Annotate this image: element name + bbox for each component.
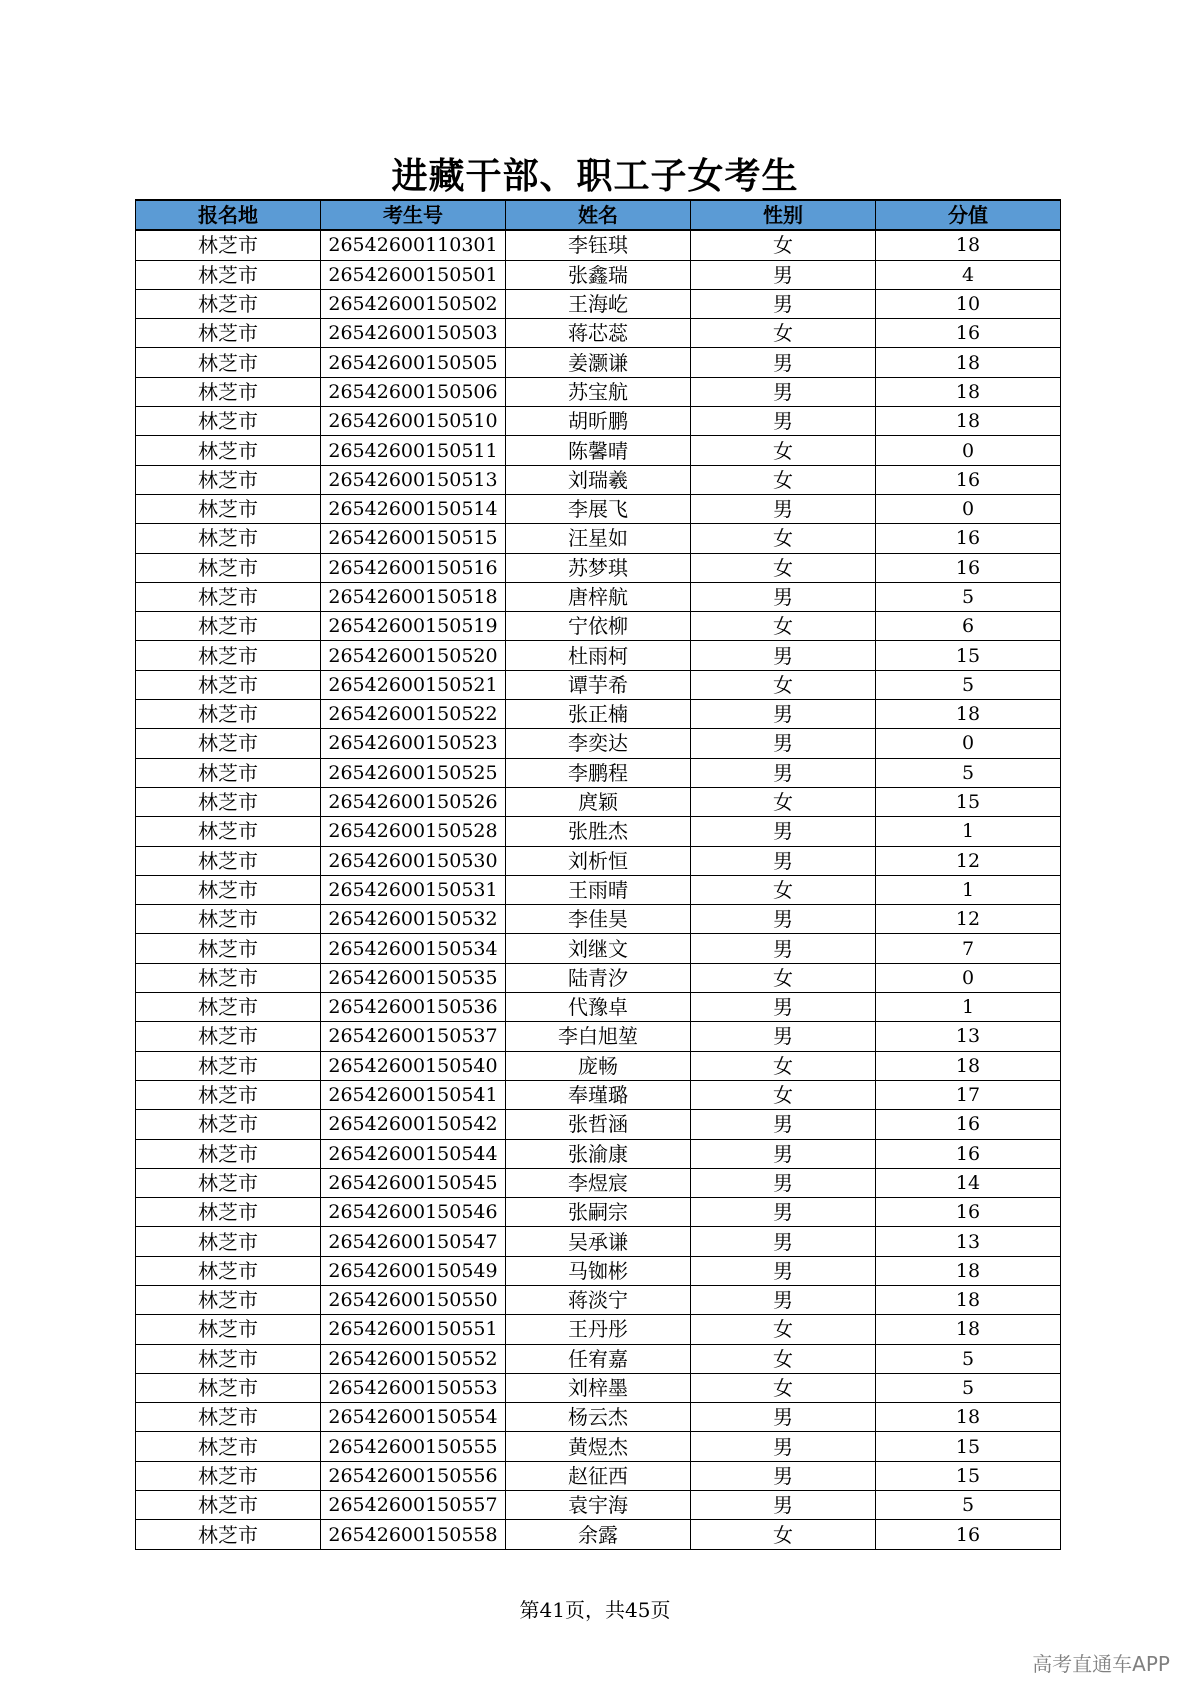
exam-number-cell: 26542600150553 xyxy=(321,1373,506,1402)
gender-cell: 男 xyxy=(691,494,876,523)
region-cell: 林芝市 xyxy=(136,934,321,963)
gender-cell: 男 xyxy=(691,1168,876,1197)
region-cell: 林芝市 xyxy=(136,1520,321,1549)
gender-cell: 女 xyxy=(691,1080,876,1109)
region-cell: 林芝市 xyxy=(136,817,321,846)
table-row xyxy=(136,1256,1061,1285)
exam-number-cell: 26542600150521 xyxy=(321,670,506,699)
name-cell: 姜灏谦 xyxy=(506,348,691,377)
region-cell: 林芝市 xyxy=(136,1168,321,1197)
region-cell: 林芝市 xyxy=(136,319,321,348)
gender-cell: 女 xyxy=(691,963,876,992)
region-cell: 林芝市 xyxy=(136,1256,321,1285)
score-cell: 6 xyxy=(876,612,1061,641)
gender-cell: 男 xyxy=(691,260,876,289)
gender-cell: 男 xyxy=(691,582,876,611)
name-cell: 庞畅 xyxy=(506,1051,691,1080)
name-cell: 任宥嘉 xyxy=(506,1344,691,1373)
name-cell: 刘瑞羲 xyxy=(506,465,691,494)
region-cell: 林芝市 xyxy=(136,846,321,875)
table-row xyxy=(136,553,1061,582)
gender-cell: 女 xyxy=(691,1520,876,1549)
name-cell: 庹颖 xyxy=(506,787,691,816)
table-row xyxy=(136,934,1061,963)
name-cell: 袁宇海 xyxy=(506,1491,691,1520)
score-cell: 1 xyxy=(876,875,1061,904)
name-cell: 李煜宸 xyxy=(506,1168,691,1197)
gender-cell: 女 xyxy=(691,787,876,816)
gender-cell: 男 xyxy=(691,1491,876,1520)
score-cell: 0 xyxy=(876,494,1061,523)
score-cell: 18 xyxy=(876,1051,1061,1080)
region-cell: 林芝市 xyxy=(136,1403,321,1432)
gender-cell: 男 xyxy=(691,993,876,1022)
region-cell: 林芝市 xyxy=(136,1198,321,1227)
name-cell: 赵征西 xyxy=(506,1461,691,1490)
score-cell: 14 xyxy=(876,1168,1061,1197)
exam-number-cell: 26542600150557 xyxy=(321,1491,506,1520)
region-cell: 林芝市 xyxy=(136,700,321,729)
region-cell: 林芝市 xyxy=(136,729,321,758)
gender-cell: 女 xyxy=(691,319,876,348)
exam-number-cell: 26542600150537 xyxy=(321,1022,506,1051)
score-cell: 16 xyxy=(876,465,1061,494)
gender-cell: 男 xyxy=(691,817,876,846)
name-cell: 张渝康 xyxy=(506,1139,691,1168)
gender-cell: 女 xyxy=(691,230,876,260)
column-header-gender: 性别 xyxy=(691,200,876,230)
name-cell: 吴承谦 xyxy=(506,1227,691,1256)
gender-cell: 女 xyxy=(691,612,876,641)
region-cell: 林芝市 xyxy=(136,1110,321,1139)
table-row xyxy=(136,846,1061,875)
score-cell: 13 xyxy=(876,1022,1061,1051)
name-cell: 谭芋希 xyxy=(506,670,691,699)
region-cell: 林芝市 xyxy=(136,230,321,260)
gender-cell: 女 xyxy=(691,1373,876,1402)
exam-number-cell: 26542600150555 xyxy=(321,1432,506,1461)
region-cell: 林芝市 xyxy=(136,465,321,494)
exam-number-cell: 26542600150520 xyxy=(321,641,506,670)
name-cell: 王丹彤 xyxy=(506,1315,691,1344)
page-title: 进藏干部、职工子女考生 xyxy=(391,155,799,197)
score-cell: 18 xyxy=(876,377,1061,406)
score-cell: 0 xyxy=(876,963,1061,992)
score-cell: 18 xyxy=(876,700,1061,729)
exam-number-cell: 26542600150541 xyxy=(321,1080,506,1109)
table-row xyxy=(136,1403,1061,1432)
exam-number-cell: 26542600150526 xyxy=(321,787,506,816)
name-cell: 李鹏程 xyxy=(506,758,691,787)
name-cell: 杜雨柯 xyxy=(506,641,691,670)
table-row xyxy=(136,1080,1061,1109)
gender-cell: 女 xyxy=(691,465,876,494)
table-row xyxy=(136,407,1061,436)
region-cell: 林芝市 xyxy=(136,1051,321,1080)
exam-number-cell: 26542600150534 xyxy=(321,934,506,963)
region-cell: 林芝市 xyxy=(136,436,321,465)
region-cell: 林芝市 xyxy=(136,1227,321,1256)
score-cell: 17 xyxy=(876,1080,1061,1109)
exam-number-cell: 26542600150511 xyxy=(321,436,506,465)
exam-number-cell: 26542600150549 xyxy=(321,1256,506,1285)
region-cell: 林芝市 xyxy=(136,1461,321,1490)
table-row xyxy=(136,875,1061,904)
exam-number-cell: 26542600150530 xyxy=(321,846,506,875)
name-cell: 汪星如 xyxy=(506,524,691,553)
name-cell: 张正楠 xyxy=(506,700,691,729)
name-cell: 苏梦琪 xyxy=(506,553,691,582)
score-cell: 12 xyxy=(876,905,1061,934)
region-cell: 林芝市 xyxy=(136,407,321,436)
gender-cell: 女 xyxy=(691,524,876,553)
region-cell: 林芝市 xyxy=(136,993,321,1022)
table-row xyxy=(136,494,1061,523)
table-row xyxy=(136,612,1061,641)
table-row xyxy=(136,1461,1061,1490)
table-row xyxy=(136,1432,1061,1461)
score-cell: 1 xyxy=(876,817,1061,846)
watermark: 高考直通车APP xyxy=(1032,1652,1170,1676)
table-row xyxy=(136,289,1061,318)
score-cell: 5 xyxy=(876,670,1061,699)
name-cell: 张鑫瑞 xyxy=(506,260,691,289)
table-row xyxy=(136,787,1061,816)
table-row xyxy=(136,1491,1061,1520)
score-cell: 1 xyxy=(876,993,1061,1022)
exam-number-cell: 26542600150502 xyxy=(321,289,506,318)
exam-number-cell: 26542600150531 xyxy=(321,875,506,904)
gender-cell: 男 xyxy=(691,1198,876,1227)
region-cell: 林芝市 xyxy=(136,260,321,289)
gender-cell: 男 xyxy=(691,1022,876,1051)
exam-number-cell: 26542600150556 xyxy=(321,1461,506,1490)
score-cell: 13 xyxy=(876,1227,1061,1256)
region-cell: 林芝市 xyxy=(136,1022,321,1051)
exam-number-cell: 26542600110301 xyxy=(321,230,506,260)
column-header-score: 分值 xyxy=(876,200,1061,230)
region-cell: 林芝市 xyxy=(136,963,321,992)
region-cell: 林芝市 xyxy=(136,348,321,377)
table-row xyxy=(136,1022,1061,1051)
exam-number-cell: 26542600150554 xyxy=(321,1403,506,1432)
column-header-exam-number: 考生号 xyxy=(321,200,506,230)
gender-cell: 男 xyxy=(691,348,876,377)
exam-number-cell: 26542600150547 xyxy=(321,1227,506,1256)
region-cell: 林芝市 xyxy=(136,1285,321,1314)
gender-cell: 男 xyxy=(691,1227,876,1256)
gender-cell: 男 xyxy=(691,905,876,934)
region-cell: 林芝市 xyxy=(136,524,321,553)
exam-number-cell: 26542600150515 xyxy=(321,524,506,553)
score-cell: 15 xyxy=(876,1432,1061,1461)
gender-cell: 女 xyxy=(691,436,876,465)
score-cell: 16 xyxy=(876,1520,1061,1549)
name-cell: 刘析恒 xyxy=(506,846,691,875)
gender-cell: 女 xyxy=(691,875,876,904)
region-cell: 林芝市 xyxy=(136,1080,321,1109)
table-row xyxy=(136,1520,1061,1549)
region-cell: 林芝市 xyxy=(136,641,321,670)
exam-number-cell: 26542600150546 xyxy=(321,1198,506,1227)
region-cell: 林芝市 xyxy=(136,758,321,787)
gender-cell: 男 xyxy=(691,846,876,875)
exam-number-cell: 26542600150535 xyxy=(321,963,506,992)
table-row xyxy=(136,758,1061,787)
table-row xyxy=(136,670,1061,699)
region-cell: 林芝市 xyxy=(136,1315,321,1344)
region-cell: 林芝市 xyxy=(136,1373,321,1402)
name-cell: 李白旭堃 xyxy=(506,1022,691,1051)
exam-number-cell: 26542600150551 xyxy=(321,1315,506,1344)
gender-cell: 女 xyxy=(691,1344,876,1373)
table-row xyxy=(136,963,1061,992)
score-cell: 18 xyxy=(876,348,1061,377)
exam-number-cell: 26542600150518 xyxy=(321,582,506,611)
name-cell: 陆青汐 xyxy=(506,963,691,992)
region-cell: 林芝市 xyxy=(136,289,321,318)
table-row xyxy=(136,700,1061,729)
exam-number-cell: 26542600150519 xyxy=(321,612,506,641)
score-cell: 16 xyxy=(876,1110,1061,1139)
exam-number-cell: 26542600150516 xyxy=(321,553,506,582)
table-row xyxy=(136,1139,1061,1168)
exam-number-cell: 26542600150545 xyxy=(321,1168,506,1197)
name-cell: 苏宝航 xyxy=(506,377,691,406)
table-row xyxy=(136,905,1061,934)
table-header-row xyxy=(136,200,1061,230)
table-row xyxy=(136,1315,1061,1344)
score-cell: 18 xyxy=(876,1256,1061,1285)
gender-cell: 女 xyxy=(691,670,876,699)
name-cell: 张哲涵 xyxy=(506,1110,691,1139)
exam-number-cell: 26542600150558 xyxy=(321,1520,506,1549)
region-cell: 林芝市 xyxy=(136,1344,321,1373)
table-row xyxy=(136,1373,1061,1402)
score-cell: 16 xyxy=(876,524,1061,553)
table-row xyxy=(136,1168,1061,1197)
exam-number-cell: 26542600150505 xyxy=(321,348,506,377)
gender-cell: 男 xyxy=(691,758,876,787)
score-cell: 18 xyxy=(876,407,1061,436)
region-cell: 林芝市 xyxy=(136,612,321,641)
name-cell: 杨云杰 xyxy=(506,1403,691,1432)
region-cell: 林芝市 xyxy=(136,875,321,904)
name-cell: 王海屹 xyxy=(506,289,691,318)
gender-cell: 男 xyxy=(691,1139,876,1168)
score-cell: 16 xyxy=(876,1139,1061,1168)
score-cell: 10 xyxy=(876,289,1061,318)
score-cell: 4 xyxy=(876,260,1061,289)
exam-number-cell: 26542600150550 xyxy=(321,1285,506,1314)
region-cell: 林芝市 xyxy=(136,787,321,816)
name-cell: 李奕达 xyxy=(506,729,691,758)
table-row xyxy=(136,1198,1061,1227)
gender-cell: 男 xyxy=(691,1110,876,1139)
table-row xyxy=(136,582,1061,611)
name-cell: 刘梓墨 xyxy=(506,1373,691,1402)
gender-cell: 男 xyxy=(691,289,876,318)
name-cell: 余露 xyxy=(506,1520,691,1549)
table-row xyxy=(136,230,1061,260)
score-cell: 12 xyxy=(876,846,1061,875)
table-row xyxy=(136,1285,1061,1314)
name-cell: 陈馨晴 xyxy=(506,436,691,465)
score-cell: 5 xyxy=(876,1491,1061,1520)
region-cell: 林芝市 xyxy=(136,1139,321,1168)
exam-number-cell: 26542600150522 xyxy=(321,700,506,729)
gender-cell: 男 xyxy=(691,377,876,406)
exam-number-cell: 26542600150544 xyxy=(321,1139,506,1168)
region-cell: 林芝市 xyxy=(136,670,321,699)
table-row xyxy=(136,1227,1061,1256)
name-cell: 李佳昊 xyxy=(506,905,691,934)
exam-number-cell: 26542600150552 xyxy=(321,1344,506,1373)
table-row xyxy=(136,641,1061,670)
candidate-table xyxy=(135,199,1061,1550)
table-row xyxy=(136,348,1061,377)
region-cell: 林芝市 xyxy=(136,905,321,934)
name-cell: 王雨晴 xyxy=(506,875,691,904)
name-cell: 唐梓航 xyxy=(506,582,691,611)
exam-number-cell: 26542600150542 xyxy=(321,1110,506,1139)
score-cell: 16 xyxy=(876,1198,1061,1227)
table-row xyxy=(136,465,1061,494)
column-header-name: 姓名 xyxy=(506,200,691,230)
region-cell: 林芝市 xyxy=(136,582,321,611)
score-cell: 18 xyxy=(876,1315,1061,1344)
name-cell: 宁依柳 xyxy=(506,612,691,641)
score-cell: 7 xyxy=(876,934,1061,963)
table-row xyxy=(136,1344,1061,1373)
exam-number-cell: 26542600150501 xyxy=(321,260,506,289)
region-cell: 林芝市 xyxy=(136,553,321,582)
exam-number-cell: 26542600150514 xyxy=(321,494,506,523)
exam-number-cell: 26542600150523 xyxy=(321,729,506,758)
table-row xyxy=(136,993,1061,1022)
gender-cell: 男 xyxy=(691,1256,876,1285)
exam-number-cell: 26542600150540 xyxy=(321,1051,506,1080)
table-row xyxy=(136,436,1061,465)
score-cell: 5 xyxy=(876,582,1061,611)
exam-number-cell: 26542600150510 xyxy=(321,407,506,436)
gender-cell: 男 xyxy=(691,729,876,758)
gender-cell: 男 xyxy=(691,934,876,963)
region-cell: 林芝市 xyxy=(136,1491,321,1520)
gender-cell: 男 xyxy=(691,1403,876,1432)
name-cell: 蒋淡宁 xyxy=(506,1285,691,1314)
score-cell: 15 xyxy=(876,1461,1061,1490)
exam-number-cell: 26542600150513 xyxy=(321,465,506,494)
table-row xyxy=(136,1051,1061,1080)
gender-cell: 男 xyxy=(691,1432,876,1461)
score-cell: 18 xyxy=(876,1403,1061,1432)
region-cell: 林芝市 xyxy=(136,1432,321,1461)
name-cell: 胡昕鹏 xyxy=(506,407,691,436)
score-cell: 15 xyxy=(876,787,1061,816)
region-cell: 林芝市 xyxy=(136,377,321,406)
name-cell: 张嗣宗 xyxy=(506,1198,691,1227)
score-cell: 16 xyxy=(876,553,1061,582)
score-cell: 18 xyxy=(876,230,1061,260)
exam-number-cell: 26542600150506 xyxy=(321,377,506,406)
table-row xyxy=(136,817,1061,846)
name-cell: 黄煜杰 xyxy=(506,1432,691,1461)
table-row xyxy=(136,1110,1061,1139)
exam-number-cell: 26542600150528 xyxy=(321,817,506,846)
gender-cell: 男 xyxy=(691,1461,876,1490)
score-cell: 16 xyxy=(876,319,1061,348)
table-row xyxy=(136,377,1061,406)
score-cell: 0 xyxy=(876,436,1061,465)
name-cell: 李展飞 xyxy=(506,494,691,523)
table-row xyxy=(136,524,1061,553)
table-row xyxy=(136,729,1061,758)
gender-cell: 男 xyxy=(691,407,876,436)
region-cell: 林芝市 xyxy=(136,494,321,523)
score-cell: 18 xyxy=(876,1285,1061,1314)
gender-cell: 男 xyxy=(691,1285,876,1314)
name-cell: 代豫卓 xyxy=(506,993,691,1022)
name-cell: 马铷彬 xyxy=(506,1256,691,1285)
name-cell: 李钰琪 xyxy=(506,230,691,260)
gender-cell: 男 xyxy=(691,641,876,670)
gender-cell: 女 xyxy=(691,1051,876,1080)
gender-cell: 男 xyxy=(691,700,876,729)
name-cell: 奉瑾璐 xyxy=(506,1080,691,1109)
table-row xyxy=(136,319,1061,348)
exam-number-cell: 26542600150525 xyxy=(321,758,506,787)
name-cell: 张胜杰 xyxy=(506,817,691,846)
score-cell: 0 xyxy=(876,729,1061,758)
name-cell: 刘继文 xyxy=(506,934,691,963)
score-cell: 5 xyxy=(876,758,1061,787)
exam-number-cell: 26542600150536 xyxy=(321,993,506,1022)
exam-number-cell: 26542600150532 xyxy=(321,905,506,934)
gender-cell: 女 xyxy=(691,553,876,582)
table-row xyxy=(136,260,1061,289)
score-cell: 15 xyxy=(876,641,1061,670)
name-cell: 蒋芯蕊 xyxy=(506,319,691,348)
column-header-region: 报名地 xyxy=(136,200,321,230)
page-number: 第41页，共45页 xyxy=(519,1598,671,1622)
score-cell: 5 xyxy=(876,1373,1061,1402)
score-cell: 5 xyxy=(876,1344,1061,1373)
gender-cell: 女 xyxy=(691,1315,876,1344)
exam-number-cell: 26542600150503 xyxy=(321,319,506,348)
